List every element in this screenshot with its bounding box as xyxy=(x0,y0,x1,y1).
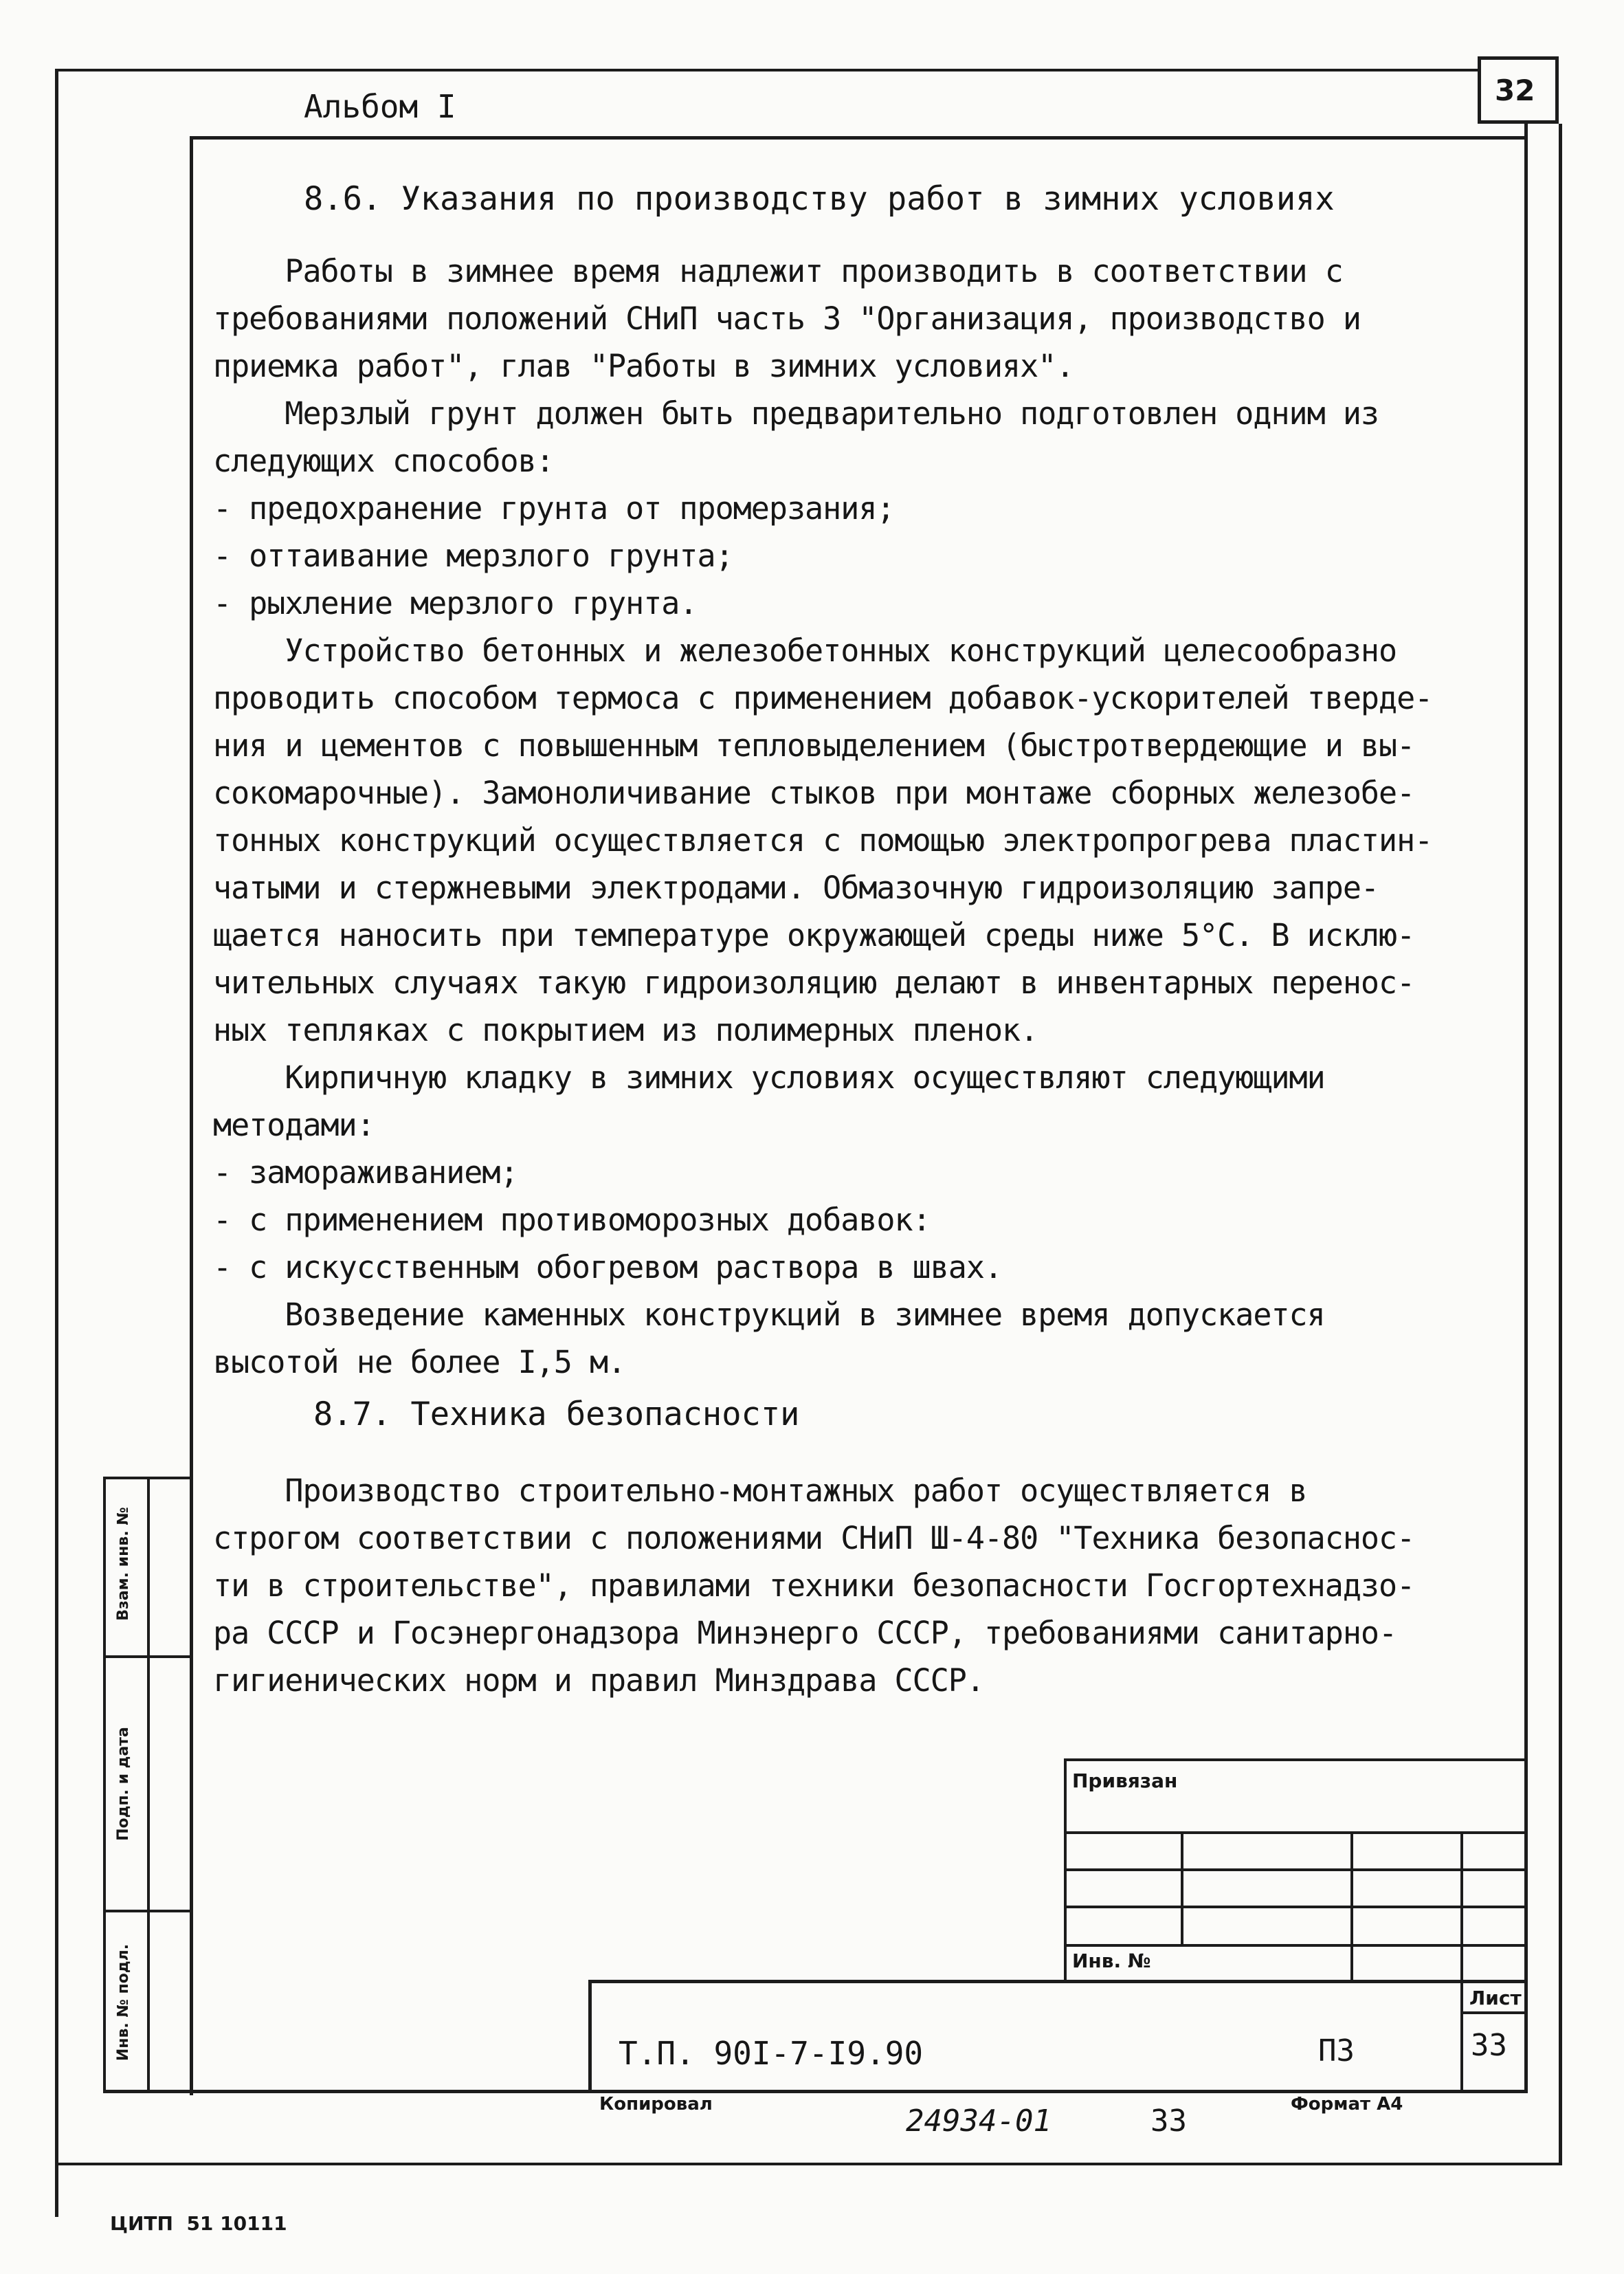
body-line: следующих способов: xyxy=(213,443,554,479)
stamp-row1 xyxy=(1064,1831,1528,1834)
section-8-7-title: 8.7. Техника безопасности xyxy=(313,1395,800,1433)
side-col-left xyxy=(103,1477,106,2093)
side-col-top xyxy=(103,1477,192,1479)
footer-kopiroval: Копировал xyxy=(599,2094,713,2115)
inner-frame-bottom xyxy=(103,2090,1528,2093)
stamp-privyazan: Привязан xyxy=(1072,1769,1178,1792)
body-line: требованиями положений СНиП часть 3 "Организация, производство и xyxy=(213,300,1361,337)
body-line: - с искусственным обогревом раствора в швах. xyxy=(213,1249,1003,1285)
footer-format: Формат А4 xyxy=(1291,2094,1403,2115)
body-line: чительных случаях такую гидроизоляцию делают в инвентарных перенос- xyxy=(213,964,1415,1001)
body-line: - предохранение грунта от промерзания; xyxy=(213,490,895,527)
body-line: Работы в зимнее время надлежит производить в соответствии с xyxy=(213,253,1343,289)
title-block-top xyxy=(588,1980,1528,1983)
inner-frame-left xyxy=(190,136,193,2095)
body-line: - оттаивание мерзлого грунта; xyxy=(213,538,733,574)
footer-copy-number: 24934-01 xyxy=(906,2104,1052,2139)
side-col-div2 xyxy=(103,1910,192,1912)
body-line: приемка работ", глав "Работы в зимних условиях". xyxy=(213,348,1074,384)
body-line: гигиенических норм и правил Минздрава СССР. xyxy=(213,1662,984,1699)
stamp-row4 xyxy=(1064,1944,1528,1947)
title-list-div xyxy=(1460,2011,1528,2014)
body-line: - рыхление мерзлого грунта. xyxy=(213,585,698,621)
footer-publisher: ЦИТП 51 10111 xyxy=(110,2212,287,2235)
footer-copy-page: 33 xyxy=(1150,2104,1187,2139)
body-line: проводить способом термоса с применением добавок-ускорителей тверде- xyxy=(213,680,1433,716)
body-line: чатыми и стержневыми электродами. Обмазочную гидроизоляцию запре- xyxy=(213,870,1379,906)
stamp-col1 xyxy=(1181,1831,1183,1944)
stamp-list-label: Лист xyxy=(1469,1987,1522,2009)
body-line: строгом соответствии с положениями СНиП Ш-4-80 "Техника безопаснос- xyxy=(213,1520,1415,1556)
body-line: - с применением противоморозных добавок: xyxy=(213,1202,931,1238)
stamp-col2 xyxy=(1350,1831,1353,1981)
title-block-left xyxy=(588,1980,592,2093)
section-8-7-body xyxy=(213,1467,1414,1704)
outer-frame-left xyxy=(55,69,58,2217)
body-line: ных тепляках с покрытием из полимерных пленок. xyxy=(213,1012,1038,1048)
side-label-podp: Подп. и дата xyxy=(115,1727,132,1841)
page-number: 32 xyxy=(1495,74,1535,107)
body-line: Кирпичную кладку в зимних условиях осуществляют следующими xyxy=(213,1059,1325,1096)
outer-frame-right xyxy=(1559,124,1562,2165)
body-line: щается наносить при температуре окружающей среды ниже 5°С. В исклю- xyxy=(213,917,1415,953)
outer-frame-bottom xyxy=(55,2163,1562,2165)
stamp-inv-no: Инв. № xyxy=(1072,1950,1151,1972)
inner-frame-top xyxy=(191,136,1528,140)
body-line: сокомарочные). Замоноличивание стыков при монтаже сборных железобе- xyxy=(213,775,1415,811)
outer-frame-top xyxy=(55,69,1478,71)
body-line: тонных конструкций осуществляется с помощью электропрогрева пластин- xyxy=(213,822,1433,859)
stamp-sheet-number: 33 xyxy=(1471,2028,1507,2063)
album-label: Альбом I xyxy=(304,88,456,125)
section-8-6-body xyxy=(213,247,1432,1386)
body-line: Производство строительно-монтажных работ осуществляется в xyxy=(213,1472,1307,1509)
body-line: высотой не более I,5 м. xyxy=(213,1344,626,1380)
body-line: методами: xyxy=(213,1107,375,1143)
stamp-doc-code: Т.П. 90I-7-I9.90 xyxy=(619,2035,924,2072)
stamp-top xyxy=(1064,1758,1528,1761)
body-line: ти в строительстве", правилами техники безопасности Госгортехнадзо- xyxy=(213,1567,1415,1604)
section-8-6-title: 8.6. Указания по производству работ в зимних условиях xyxy=(304,180,1335,218)
side-col-mid xyxy=(147,1477,150,2093)
page-number-box xyxy=(1478,56,1559,124)
stamp-row2 xyxy=(1064,1868,1528,1871)
title-list-left xyxy=(1460,1980,1463,2093)
stamp-col3 xyxy=(1460,1831,1463,1981)
side-label-inv-podl: Инв. № подл. xyxy=(115,1943,132,2062)
body-line: ния и цементов с повышенным тепловыделением (быстротвердеющие и вы- xyxy=(213,727,1415,764)
body-line: Устройство бетонных и железобетонных конструкций целесообразно xyxy=(213,632,1397,669)
side-label-vzam: Взам. инв. № xyxy=(115,1507,132,1621)
body-line: - замораживанием; xyxy=(213,1154,518,1191)
side-col-div1 xyxy=(103,1655,192,1658)
body-line: Возведение каменных конструкций в зимнее время допускается xyxy=(213,1296,1325,1333)
stamp-doc-type: ПЗ xyxy=(1318,2033,1355,2068)
stamp-row3 xyxy=(1064,1906,1528,1908)
body-line: Мерзлый грунт должен быть предварительно подготовлен одним из xyxy=(213,395,1379,432)
body-line: ра СССР и Госэнергонадзора Минэнерго СССР, требованиями санитарно- xyxy=(213,1615,1397,1651)
inner-frame-right xyxy=(1524,124,1528,2091)
